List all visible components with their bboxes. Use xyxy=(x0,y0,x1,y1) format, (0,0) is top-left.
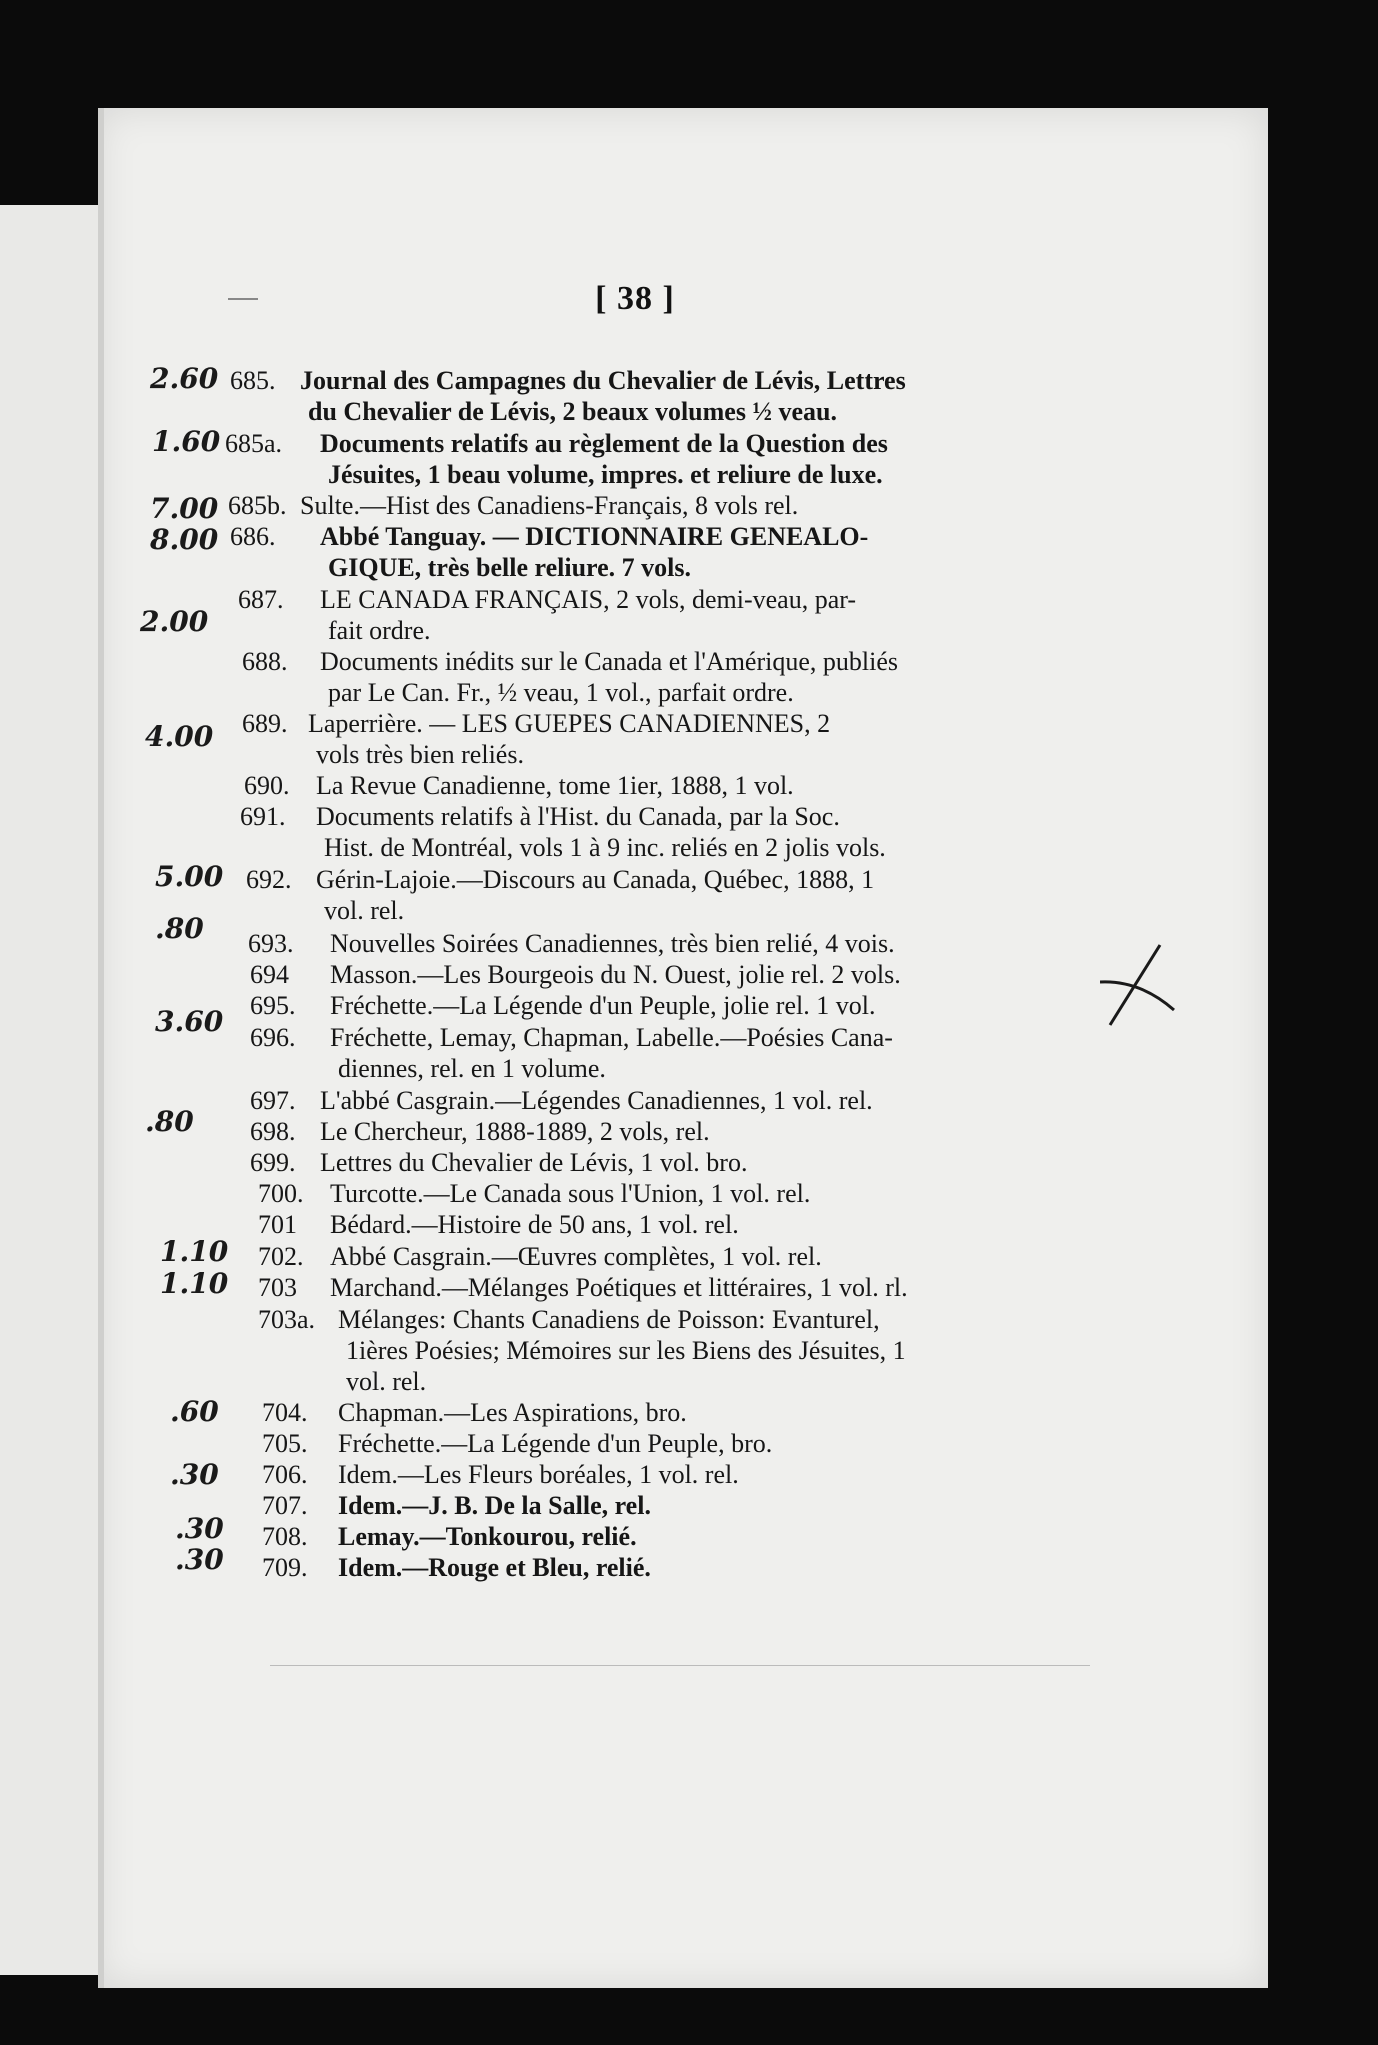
entry-number: 704. xyxy=(262,1398,308,1427)
handwritten-cross-mark xyxy=(1100,940,1180,1030)
entry-text-line: Journal des Campagnes du Chevalier de Lévis, Lettres xyxy=(300,366,906,395)
entry-text-line: Fréchette.—La Légende d'un Peuple, bro. xyxy=(338,1429,773,1458)
entry-number: 685. xyxy=(230,366,276,395)
entry-text-line: Mélanges: Chants Canadiens de Poisson: Evanturel, xyxy=(338,1305,880,1334)
entry-text-line: GIQUE, très belle reliure. 7 vols. xyxy=(328,553,691,582)
entry-number: 685a. xyxy=(225,429,283,458)
entry-text-line: Documents relatifs au règlement de la Question des xyxy=(320,429,888,458)
entry-text-line: Marchand.—Mélanges Poétiques et littéraires, 1 vol. rl. xyxy=(330,1273,908,1302)
handwritten-price: .30 xyxy=(170,1458,219,1491)
entry-text-line: Chapman.—Les Aspirations, bro. xyxy=(338,1398,687,1427)
entry-number: 703 xyxy=(258,1273,297,1302)
entry-text-line: Fréchette, Lemay, Chapman, Labelle.—Poésies Cana- xyxy=(330,1023,893,1052)
entry-number: 698. xyxy=(250,1117,296,1146)
entry-number: 705. xyxy=(262,1429,308,1458)
entry-number: 709. xyxy=(262,1553,308,1582)
entry-number: 702. xyxy=(258,1242,304,1271)
entry-text-line: vols très bien reliés. xyxy=(316,740,524,769)
entry-number: 692. xyxy=(246,865,292,894)
handwritten-price: .30 xyxy=(175,1543,224,1576)
page-number: [ 38 ] xyxy=(595,280,675,317)
entry-text-line: Documents relatifs à l'Hist. du Canada, par la Soc. xyxy=(316,802,840,831)
entry-number: 687. xyxy=(238,585,284,614)
entry-number: 694 xyxy=(250,960,289,989)
entry-text-line: vol. rel. xyxy=(324,896,405,925)
entry-text-line: Laperrière. — LES GUEPES CANADIENNES, 2 xyxy=(308,709,831,738)
entry-text-line: Idem.—Les Fleurs boréales, 1 vol. rel. xyxy=(338,1460,739,1489)
entry-number: 701 xyxy=(258,1210,297,1239)
entry-text-line: diennes, rel. en 1 volume. xyxy=(338,1054,606,1083)
entry-number: 690. xyxy=(244,771,290,800)
entry-number: 696. xyxy=(250,1023,296,1052)
handwritten-price: 4.00 xyxy=(145,720,214,753)
entry-text-line: 1ières Poésies; Mémoires sur les Biens des Jésuites, 1 xyxy=(346,1336,906,1365)
entry-number: 697. xyxy=(250,1086,296,1115)
entry-text-line: Masson.—Les Bourgeois du N. Ouest, jolie rel. 2 vols. xyxy=(330,960,901,989)
entry-number: 693. xyxy=(248,929,294,958)
entry-text-line: Abbé Casgrain.—Œuvres complètes, 1 vol. rel. xyxy=(330,1242,822,1271)
entry-text-line: Lettres du Chevalier de Lévis, 1 vol. bro. xyxy=(320,1148,748,1177)
handwritten-price: 1.10 xyxy=(160,1235,229,1268)
handwritten-price: 2.00 xyxy=(140,605,209,638)
entry-text-line: fait ordre. xyxy=(328,616,431,645)
entry-text-line: Hist. de Montréal, vols 1 à 9 inc. reliés en 2 jolis vols. xyxy=(324,833,886,862)
handwritten-price: .60 xyxy=(170,1395,219,1428)
entry-number: 691. xyxy=(240,802,286,831)
entry-text-line: Sulte.—Hist des Canadiens-Français, 8 vols rel. xyxy=(300,491,799,520)
entry-number: 685b. xyxy=(228,491,287,520)
entry-text-line: Idem.—J. B. De la Salle, rel. xyxy=(338,1491,651,1520)
entry-number: 699. xyxy=(250,1148,296,1177)
entry-text-line: par Le Can. Fr., ½ veau, 1 vol., parfait ordre. xyxy=(328,678,794,707)
entry-text-line: Le Chercheur, 1888-1889, 2 vols, rel. xyxy=(320,1117,710,1146)
entry-number: 689. xyxy=(242,709,288,738)
entry-text-line: Abbé Tanguay. — DICTIONNAIRE GENEALO- xyxy=(320,522,869,551)
entry-text-line: Fréchette.—La Légende d'un Peuple, jolie rel. 1 vol. xyxy=(330,991,876,1020)
entry-text-line: LE CANADA FRANÇAIS, 2 vols, demi-veau, par- xyxy=(320,585,857,614)
entry-text-line: Turcotte.—Le Canada sous l'Union, 1 vol. rel. xyxy=(330,1179,811,1208)
entry-text-line: Idem.—Rouge et Bleu, relié. xyxy=(338,1553,651,1582)
entry-text-line: Nouvelles Soirées Canadiennes, très bien relié, 4 vois. xyxy=(330,929,895,958)
entry-text-line: Jésuites, 1 beau volume, impres. et reliure de luxe. xyxy=(328,460,883,489)
handwritten-price: 7.00 xyxy=(150,492,219,525)
handwritten-price: 3.60 xyxy=(155,1005,224,1038)
entry-number: 703a. xyxy=(258,1305,316,1334)
handwritten-price: .30 xyxy=(175,1512,224,1545)
handwritten-price: .80 xyxy=(145,1105,194,1138)
entry-number: 686. xyxy=(230,522,276,551)
handwritten-price: 2.60 xyxy=(150,362,219,395)
entry-text-line: L'abbé Casgrain.—Légendes Canadiennes, 1 vol. rel. xyxy=(320,1086,873,1115)
entry-text-line: Bédard.—Histoire de 50 ans, 1 vol. rel. xyxy=(330,1210,739,1239)
handwritten-price: 1.10 xyxy=(160,1267,229,1300)
handwritten-price: .80 xyxy=(155,912,204,945)
entry-number: 695. xyxy=(250,991,296,1020)
entry-number: 688. xyxy=(242,647,288,676)
entry-text-line: vol. rel. xyxy=(346,1367,427,1396)
handwritten-price: 5.00 xyxy=(155,860,224,893)
entry-text-line: La Revue Canadienne, tome 1ier, 1888, 1 vol. xyxy=(316,771,794,800)
entry-number: 700. xyxy=(258,1179,304,1208)
entry-text-line: Documents inédits sur le Canada et l'Amérique, publiés xyxy=(320,647,898,676)
entry-number: 708. xyxy=(262,1522,308,1551)
entry-number: 706. xyxy=(262,1460,308,1489)
entry-text-line: du Chevalier de Lévis, 2 beaux volumes ½ veau. xyxy=(308,397,837,426)
entry-text-line: Gérin-Lajoie.—Discours au Canada, Québec, 1888, 1 xyxy=(316,865,875,894)
entry-number: 707. xyxy=(262,1491,308,1520)
entry-text-line: Lemay.—Tonkourou, relié. xyxy=(338,1522,637,1551)
handwritten-price: 1.60 xyxy=(152,425,221,458)
handwritten-price: 8.00 xyxy=(150,523,219,556)
